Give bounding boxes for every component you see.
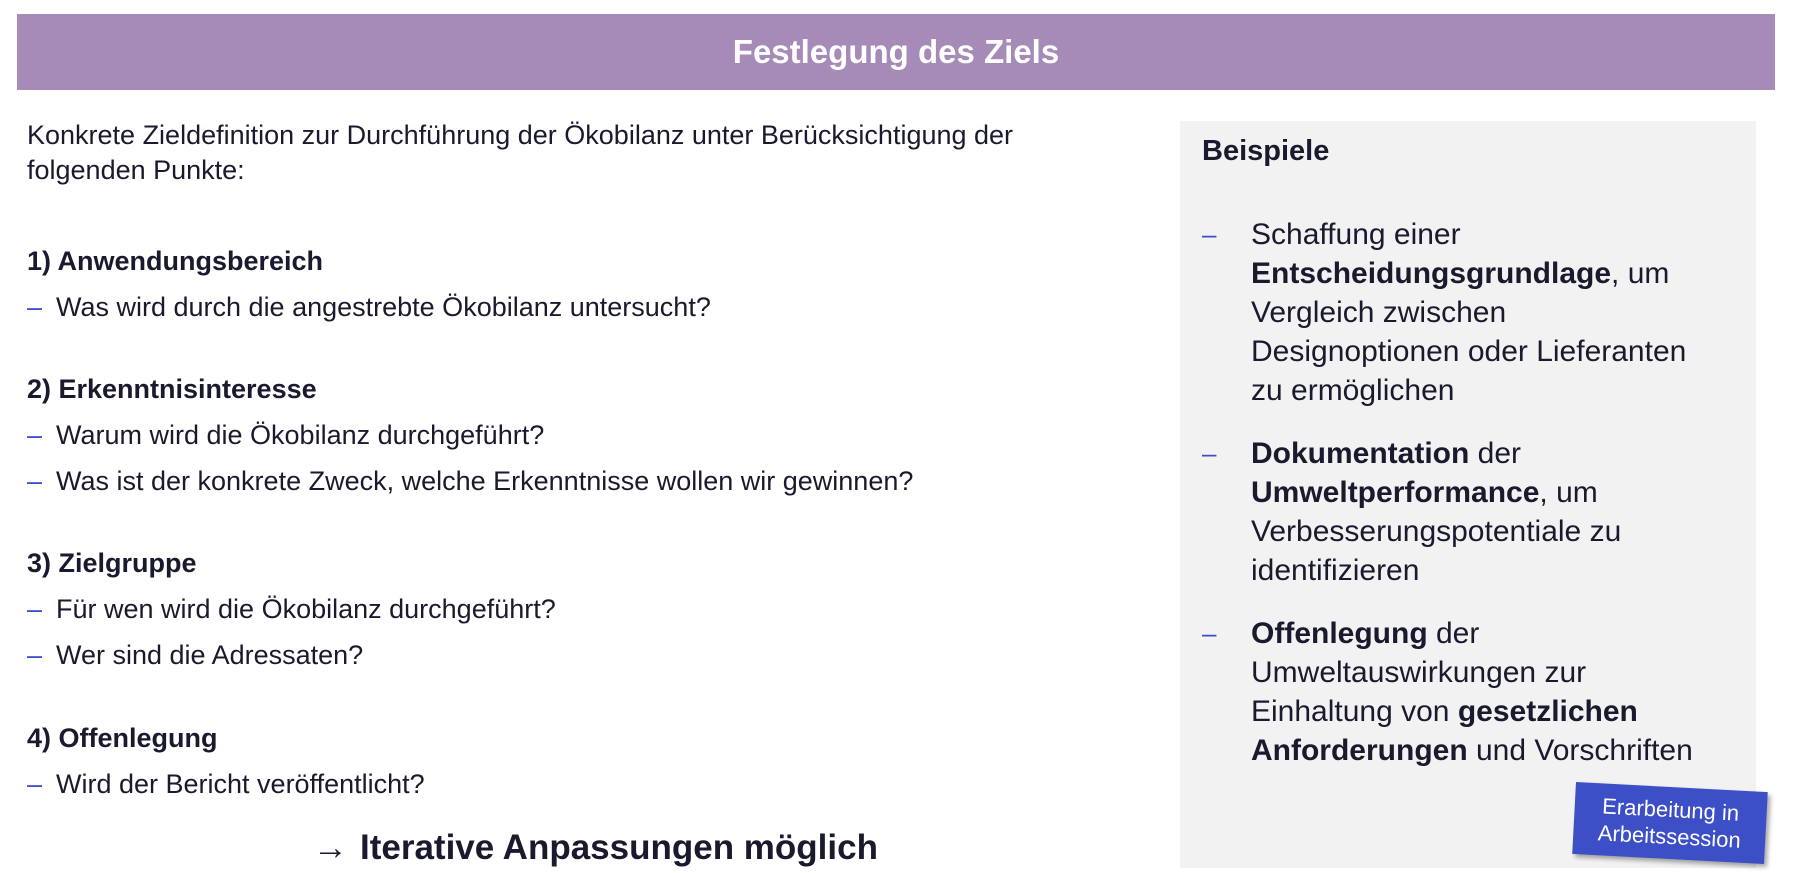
- dash-icon: –: [27, 640, 43, 670]
- section-heading: 2) Erkenntnisinteresse: [27, 374, 317, 404]
- dash-icon: –: [27, 769, 43, 799]
- example-item: [1202, 434, 1742, 590]
- dash-icon: –: [1202, 618, 1217, 648]
- section-anwendungsbereich: [27, 244, 1127, 325]
- intro-text: [27, 118, 1127, 188]
- list-item: [27, 767, 1127, 802]
- dash-icon: –: [1202, 438, 1217, 468]
- list-item: [27, 464, 1127, 499]
- examples-panel: [1180, 121, 1756, 868]
- example-text: Offenlegung der Umweltauswirkungen zur Einhaltung von gesetzlichen Anforderungen und Vorschriften: [1251, 617, 1693, 767]
- list-item-text: Wer sind die Adressaten?: [56, 640, 364, 670]
- main-content: [27, 118, 1127, 799]
- dash-icon: –: [27, 292, 43, 322]
- list-item-text: Was ist der konkrete Zweck, welche Erkenntnisse wollen wir gewinnen?: [56, 466, 914, 496]
- title-banner: [17, 14, 1775, 90]
- slide-title: Festlegung des Ziels: [732, 33, 1060, 70]
- list-item-text: Für wen wird die Ökobilanz durchgeführt?: [56, 594, 556, 624]
- intro-line-2: folgenden Punkte:: [27, 155, 245, 185]
- badge-line-2: Arbeitssession: [1597, 820, 1742, 853]
- dash-icon: –: [27, 466, 43, 496]
- example-item: [1202, 614, 1742, 770]
- arrow-right-icon: →: [313, 828, 348, 867]
- dash-icon: –: [1202, 219, 1217, 249]
- list-item-text: Wird der Bericht veröffentlicht?: [56, 769, 425, 799]
- examples-title: Beispiele: [1202, 135, 1330, 167]
- list-item: [27, 418, 1127, 453]
- intro-line-1: Konkrete Zieldefinition zur Durchführung der Ökobilanz unter Berücksichtigung der: [27, 120, 1014, 150]
- section-zielgruppe: [27, 546, 1127, 673]
- section-offenlegung: [27, 721, 1127, 802]
- section-heading: 1) Anwendungsbereich: [27, 246, 324, 276]
- list-item-text: Was wird durch die angestrebte Ökobilanz untersucht?: [56, 292, 711, 322]
- example-text: Dokumentation der Umweltperformance, um Verbesserungspotentiale zu identifizieren: [1251, 437, 1622, 587]
- work-session-badge: [1572, 782, 1768, 864]
- conclusion-statement: [313, 826, 878, 870]
- section-heading: 4) Offenlegung: [27, 723, 218, 753]
- conclusion-text: Iterative Anpassungen möglich: [360, 828, 878, 867]
- section-heading: 3) Zielgruppe: [27, 548, 197, 578]
- badge-line-1: Erarbeitung in: [1601, 793, 1740, 826]
- section-erkenntnisinteresse: [27, 372, 1127, 499]
- list-item-text: Warum wird die Ökobilanz durchgeführt?: [56, 420, 545, 450]
- example-item: [1202, 215, 1742, 410]
- list-item: [27, 638, 1127, 673]
- list-item: [27, 290, 1127, 325]
- list-item: [27, 592, 1127, 627]
- example-text: Schaffung einer Entscheidungsgrundlage, um Vergleich zwischen Designoptionen oder Lieferanten zu ermöglichen: [1251, 218, 1687, 407]
- dash-icon: –: [27, 420, 43, 450]
- dash-icon: –: [27, 594, 43, 624]
